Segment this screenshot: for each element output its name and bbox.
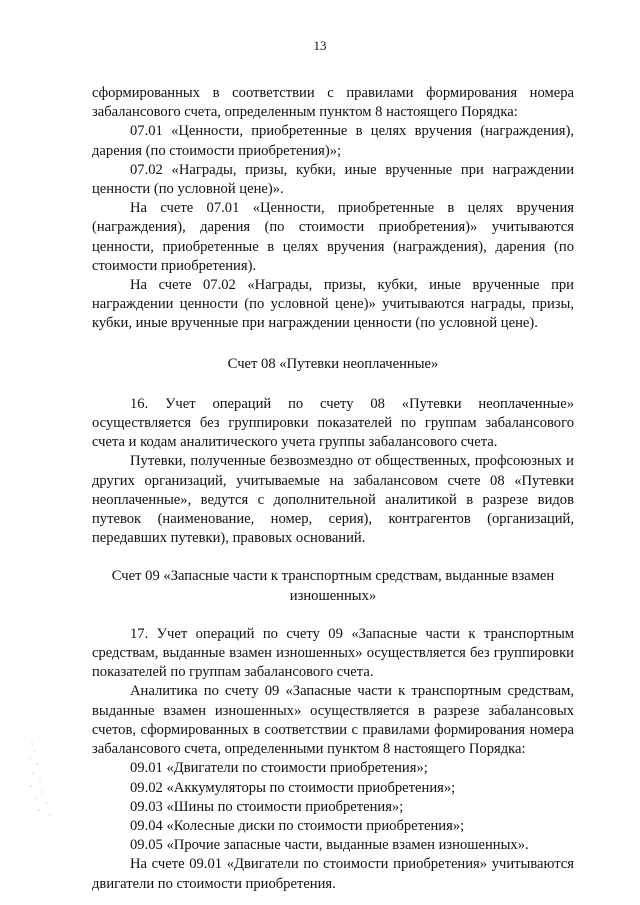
paragraph: Путевки, полученные безвозмездно от общественных, профсоюзных и других организаций, учитываемые на забалансовом счете 08 «Путевки неоплаченные», ведутся с дополнительной аналитикой в разрезе видов путевок (наименование, номер, серия), контрагентов (организаций, передавших путевки), правовых оснований. xyxy=(92,453,574,547)
paragraph: сформированных в соответствии с правилами формирования номера забалансового счета, определенным пунктом 8 настоящего Порядка: xyxy=(92,85,574,121)
paragraph: 17. Учет операций по счету 09 «Запасные части к транспортным средствам, выданные взамен изношенных» осуществляется без группировки показателей по группам забалансового счета. xyxy=(92,625,574,681)
section-spacer xyxy=(92,374,574,395)
section-heading: Счет 09 «Запасные части к транспортным средствам, выданные взамен изношенных» xyxy=(111,568,555,604)
paragraph: На счете 07.02 «Награды, призы, кубки, иные врученные при награждении ценности (по условной цене)» учитываются награды, призы, кубки, иные врученные при награждении ценности (по условной цене). xyxy=(92,277,574,332)
paragraph: 07.01 «Ценности, приобретенные в целях вручения (награждения), дарения (по стоимости приобретения)»; xyxy=(92,123,574,159)
section-heading: Счет 08 «Путевки неоплаченные» xyxy=(227,355,439,372)
paragraph: На счете 07.01 «Ценности, приобретенные в целях вручения (награждения), дарения (по стоимости приобретения)» учитываются ценности, приобретенные в целях вручения (награждения), дарения (по стоимости приобретения). xyxy=(92,200,574,274)
paragraph: 16. Учет операций по счету 08 «Путевки неоплаченные» осуществляется без группировки показателей по группам забалансового счета и кодам аналитического учета группы забалансового счета. xyxy=(92,395,574,451)
document-body xyxy=(92,84,574,894)
paragraph: 09.03 «Шины по стоимости приобретения»; xyxy=(130,798,404,815)
paragraph: 07.02 «Награды, призы, кубки, иные врученные при награждении ценности (по условной цене)». xyxy=(92,161,574,198)
paragraph: Аналитика по счету 09 «Запасные части к транспортным средствам, выданные взамен изношенных» осуществляется в разрезе забалансовых счетов, сформированных в соответствии с правилами формирования номера забалансового счета, определенными пунктом 8 настоящего Порядка: xyxy=(92,683,574,758)
section-spacer xyxy=(92,548,574,567)
paragraph: 09.02 «Аккумуляторы по стоимости приобретения»; xyxy=(130,779,456,796)
paragraph: 09.01 «Двигатели по стоимости приобретения»; xyxy=(130,760,428,777)
section-spacer xyxy=(92,606,574,625)
paragraph: 09.04 «Колесные диски по стоимости приобретения»; xyxy=(130,817,465,834)
paragraph: 09.05 «Прочие запасные части, выданные взамен изношенных». xyxy=(130,837,529,854)
scan-noise-marks xyxy=(26,740,56,820)
page-number: 13 xyxy=(313,38,327,53)
paragraph: На счете 09.01 «Двигатели по стоимости приобретения» учитываются двигатели по стоимости приобретения. xyxy=(92,856,574,892)
section-spacer xyxy=(92,334,574,355)
